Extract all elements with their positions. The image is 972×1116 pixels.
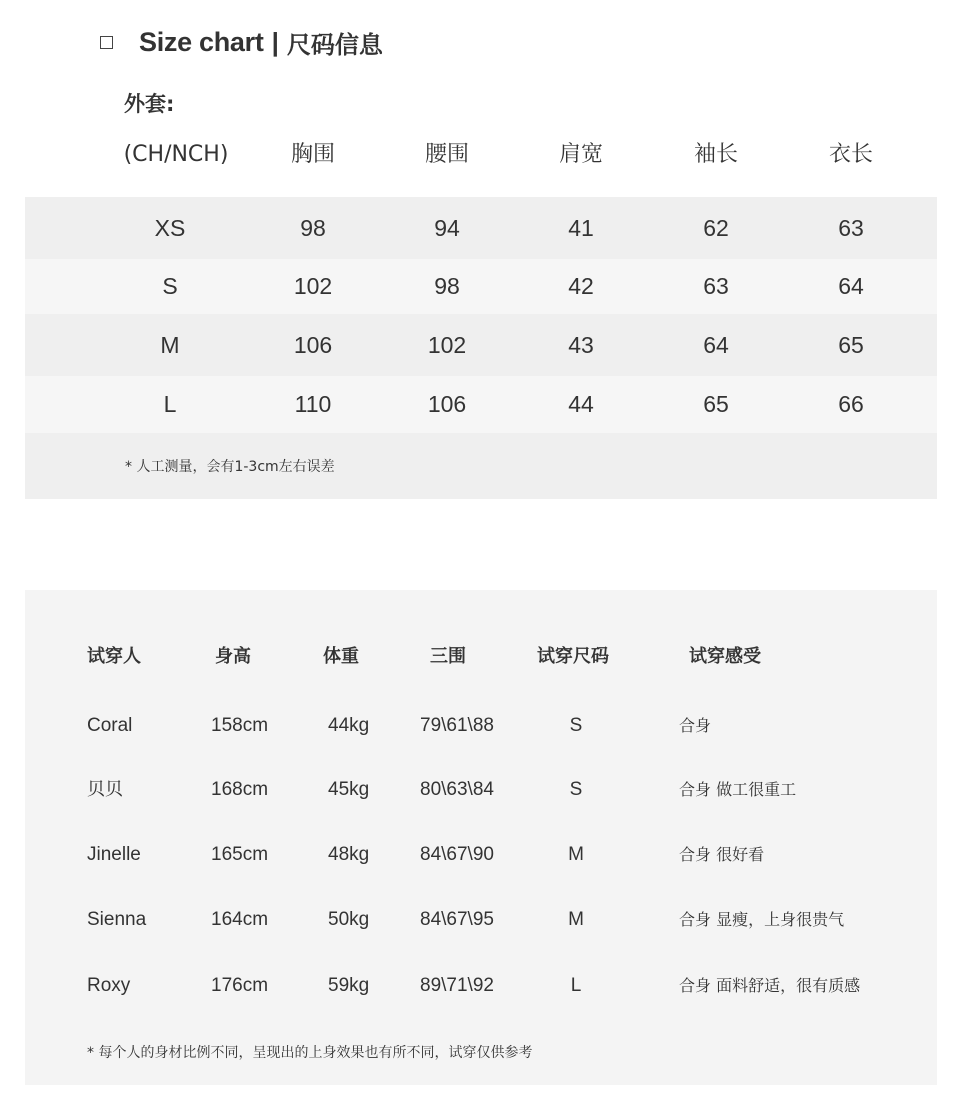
tryon-col-header: 体重 bbox=[323, 646, 359, 667]
size-cell: 66 bbox=[838, 391, 864, 417]
size-col-header: 胸围 bbox=[290, 142, 336, 167]
title-separator: | bbox=[271, 26, 279, 57]
size-cell: 110 bbox=[294, 391, 332, 417]
tryon-measurements: 89\71\92 bbox=[420, 975, 494, 996]
size-cell: 106 bbox=[427, 391, 467, 417]
tryon-feedback: 合身 做工很重工 bbox=[679, 780, 797, 799]
tryon-row bbox=[25, 711, 937, 741]
tryon-size: S bbox=[569, 715, 583, 736]
tryon-size: L bbox=[570, 975, 582, 996]
size-table-row bbox=[25, 259, 937, 314]
checkbox-icon[interactable] bbox=[100, 36, 113, 49]
size-cell: 102 bbox=[427, 331, 467, 358]
tryon-weight: 45kg bbox=[328, 779, 370, 800]
size-col-header: 腰围 bbox=[424, 142, 470, 167]
tryon-table-note: * 每个人的身材比例不同，呈现出的上身效果也有所不同，试穿仅供参考 bbox=[87, 1045, 533, 1061]
tryon-height: 168cm bbox=[211, 779, 269, 800]
size-cell: 64 bbox=[703, 331, 729, 358]
tryon-weight: 48kg bbox=[328, 844, 370, 865]
tryon-weight: 50kg bbox=[328, 909, 370, 930]
tryon-col-header: 试穿尺码 bbox=[537, 646, 609, 667]
size-table-row bbox=[25, 197, 937, 259]
size-cell: 63 bbox=[703, 273, 729, 299]
tryon-weight: 44kg bbox=[328, 715, 370, 736]
tryon-feedback: 合身 bbox=[679, 716, 712, 735]
size-cell: 106 bbox=[293, 331, 333, 358]
size-col-header: 衣长 bbox=[828, 142, 874, 167]
size-col-header: 肩宽 bbox=[558, 142, 604, 167]
size-table-header bbox=[0, 136, 972, 174]
tryon-height: 176cm bbox=[211, 975, 269, 996]
tryon-name: Jinelle bbox=[87, 844, 141, 865]
size-col-header: 袖长 bbox=[693, 142, 739, 167]
size-cell: L bbox=[163, 391, 177, 417]
size-cell: 43 bbox=[568, 331, 594, 358]
tryon-name: Coral bbox=[87, 715, 133, 736]
tryon-name: Roxy bbox=[87, 975, 131, 996]
size-cell: 44 bbox=[568, 391, 594, 417]
tryon-size: S bbox=[569, 779, 583, 800]
size-cell: 65 bbox=[838, 331, 864, 358]
tryon-col-header: 试穿人 bbox=[87, 646, 141, 667]
tryon-measurements: 79\61\88 bbox=[420, 715, 494, 736]
tryon-col-header: 三围 bbox=[430, 646, 466, 667]
size-cell: 98 bbox=[300, 214, 326, 241]
tryon-table bbox=[25, 590, 937, 1085]
size-cell: 98 bbox=[434, 273, 460, 299]
page-header bbox=[100, 24, 383, 60]
size-col-header: (CH/NCH) bbox=[123, 142, 229, 167]
category-label: 外套: bbox=[124, 92, 175, 116]
tryon-height: 158cm bbox=[211, 715, 269, 736]
size-cell: 41 bbox=[568, 214, 594, 241]
size-table-row bbox=[25, 376, 937, 433]
title-english: Size chart bbox=[139, 26, 264, 57]
size-table-body bbox=[25, 197, 937, 499]
tryon-name: 贝贝 bbox=[87, 779, 123, 800]
tryon-weight: 59kg bbox=[328, 975, 370, 996]
size-cell: 102 bbox=[293, 273, 333, 299]
tryon-size: M bbox=[568, 909, 584, 930]
size-cell: M bbox=[160, 331, 180, 358]
tryon-feedback: 合身 面料舒适，很有质感 bbox=[679, 976, 861, 995]
size-cell: 65 bbox=[703, 391, 729, 417]
size-cell: 64 bbox=[838, 273, 864, 299]
tryon-name: Sienna bbox=[87, 909, 147, 930]
title-chinese: 尺码信息 bbox=[286, 30, 383, 59]
tryon-feedback: 合身 显瘦，上身很贵气 bbox=[679, 910, 845, 929]
size-table-note: * 人工测量，会有1-3cm左右误差 bbox=[125, 459, 335, 475]
size-table-row bbox=[25, 314, 937, 376]
tryon-measurements: 80\63\84 bbox=[420, 779, 494, 800]
tryon-col-header: 身高 bbox=[215, 646, 251, 667]
size-cell: 63 bbox=[838, 214, 864, 241]
size-cell: 94 bbox=[434, 214, 460, 241]
tryon-row bbox=[25, 775, 937, 805]
tryon-height: 164cm bbox=[211, 909, 269, 930]
tryon-col-header: 试穿感受 bbox=[689, 646, 761, 667]
size-cell: 62 bbox=[703, 214, 729, 241]
size-cell: 42 bbox=[568, 273, 594, 299]
tryon-measurements: 84\67\95 bbox=[420, 909, 494, 930]
size-cell: S bbox=[162, 273, 178, 299]
tryon-size: M bbox=[568, 844, 584, 865]
tryon-row bbox=[25, 971, 937, 1001]
tryon-feedback: 合身 很好看 bbox=[679, 845, 765, 864]
tryon-row bbox=[25, 840, 937, 870]
tryon-height: 165cm bbox=[211, 844, 269, 865]
tryon-measurements: 84\67\90 bbox=[420, 844, 494, 865]
size-cell: XS bbox=[154, 214, 186, 241]
tryon-row bbox=[25, 905, 937, 935]
